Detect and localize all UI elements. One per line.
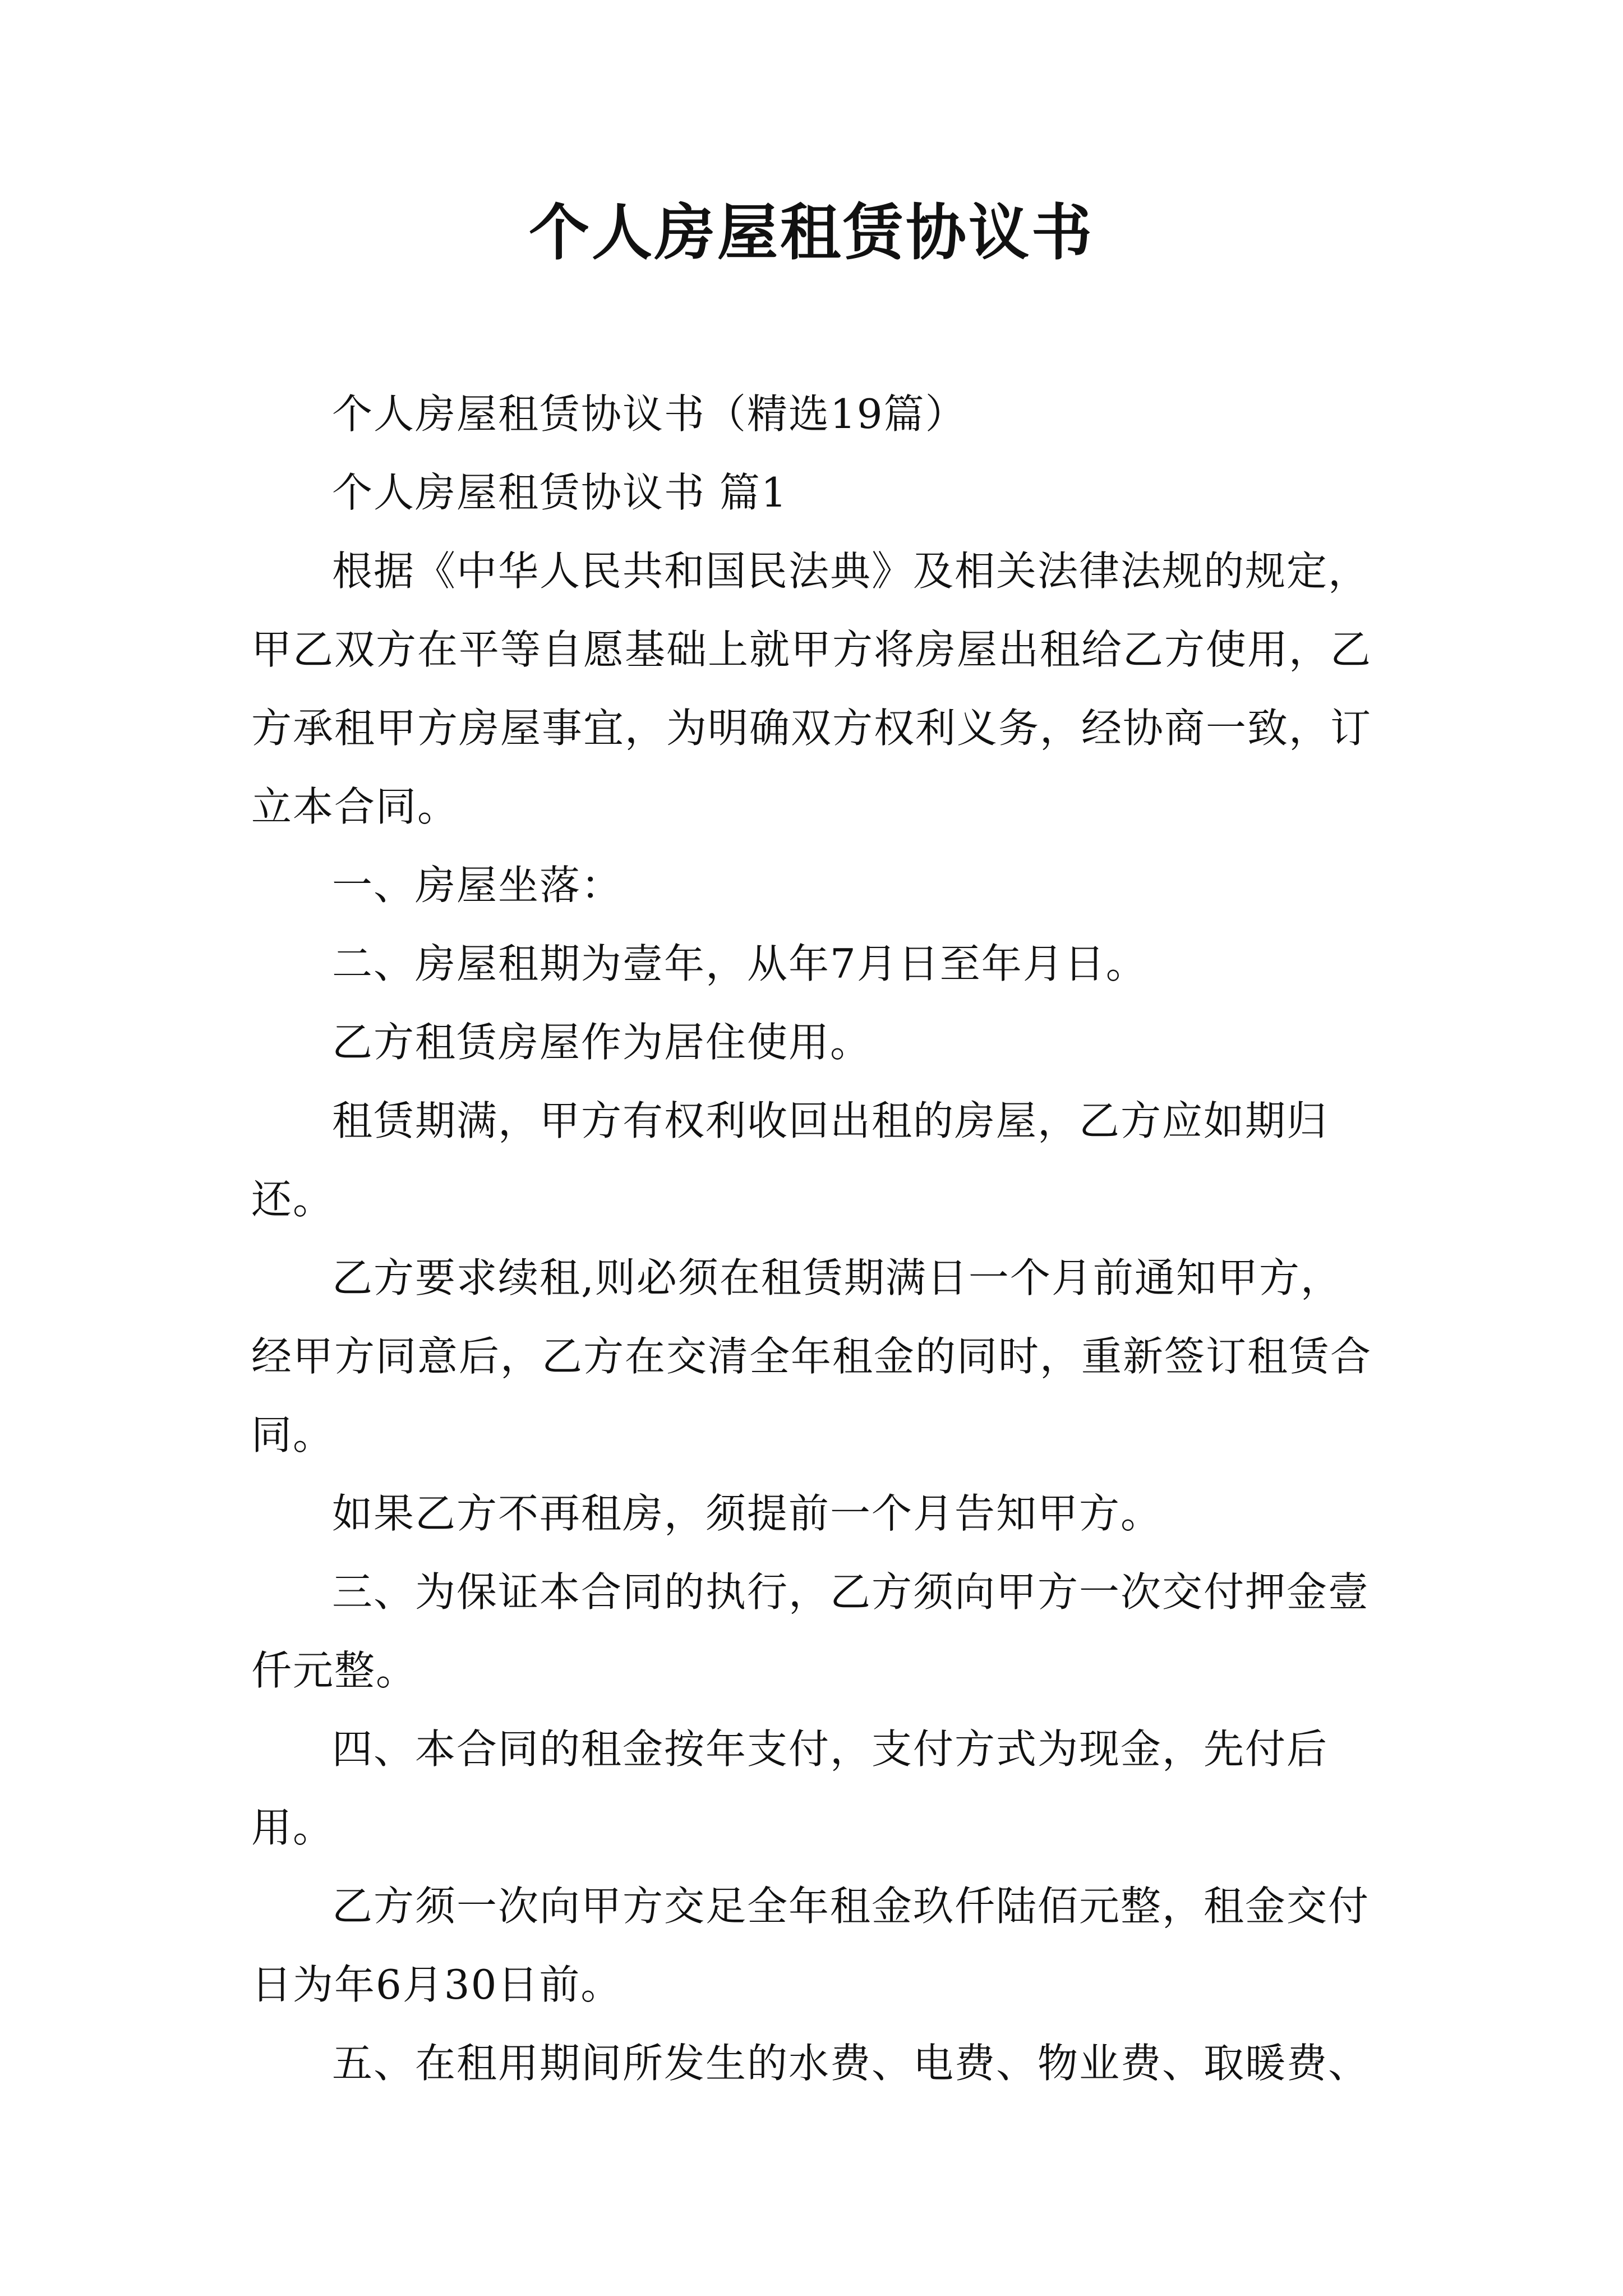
paragraph-clause-rent: 四、本合同的租金按年支付，支付方式为现金，先付后用。 <box>251 1726 1329 1851</box>
paragraph-renewal: 乙方要求续租,则必须在租赁期满日一个月前通知甲方，经甲方同意后，乙方在交清全年租金的同时，重新签订租赁合同。 <box>251 1254 1372 1458</box>
paragraph-clause-term: 二、房屋租期为壹年，从年7月日至年月日。 <box>332 940 1147 987</box>
paragraph-collection-heading: 个人房屋租赁协议书（精选19篇） <box>332 390 967 438</box>
paragraph-clause-deposit: 三、为保证本合同的执行，乙方须向甲方一次交付押金壹仟元整。 <box>251 1568 1370 1694</box>
paragraph-clause-fees: 五、在租用期间所发生的水费、电费、物业费、取暖费、 <box>332 2040 1370 2087</box>
paragraph-rent-amount: 乙方须一次向甲方交足全年租金玖仟陆佰元整，租金交付日为年6月30日前。 <box>251 1883 1370 2008</box>
paragraph-usage: 乙方租赁房屋作为居住使用。 <box>332 1019 872 1066</box>
document-title: 个人房屋租赁协议书 <box>528 197 1094 268</box>
paragraph-preamble: 根据《中华人民共和国民法典》及相关法律法规的规定，甲乙双方在平等自愿基础上就甲方将房屋出租给乙方使用，乙方承租甲方房屋事宜，为明确双方权利义务，经协商一致，订立本合同。 <box>251 547 1372 830</box>
document-body <box>251 375 1378 2102</box>
paragraph-termination-notice: 如果乙方不再租房，须提前一个月告知甲方。 <box>332 1490 1163 1537</box>
paragraph-article-heading: 个人房屋租赁协议书 篇1 <box>332 469 788 516</box>
paragraph-expiry: 租赁期满，甲方有权利收回出租的房屋，乙方应如期归还。 <box>251 1097 1329 1223</box>
paragraph-clause-location: 一、房屋坐落： <box>332 862 623 909</box>
